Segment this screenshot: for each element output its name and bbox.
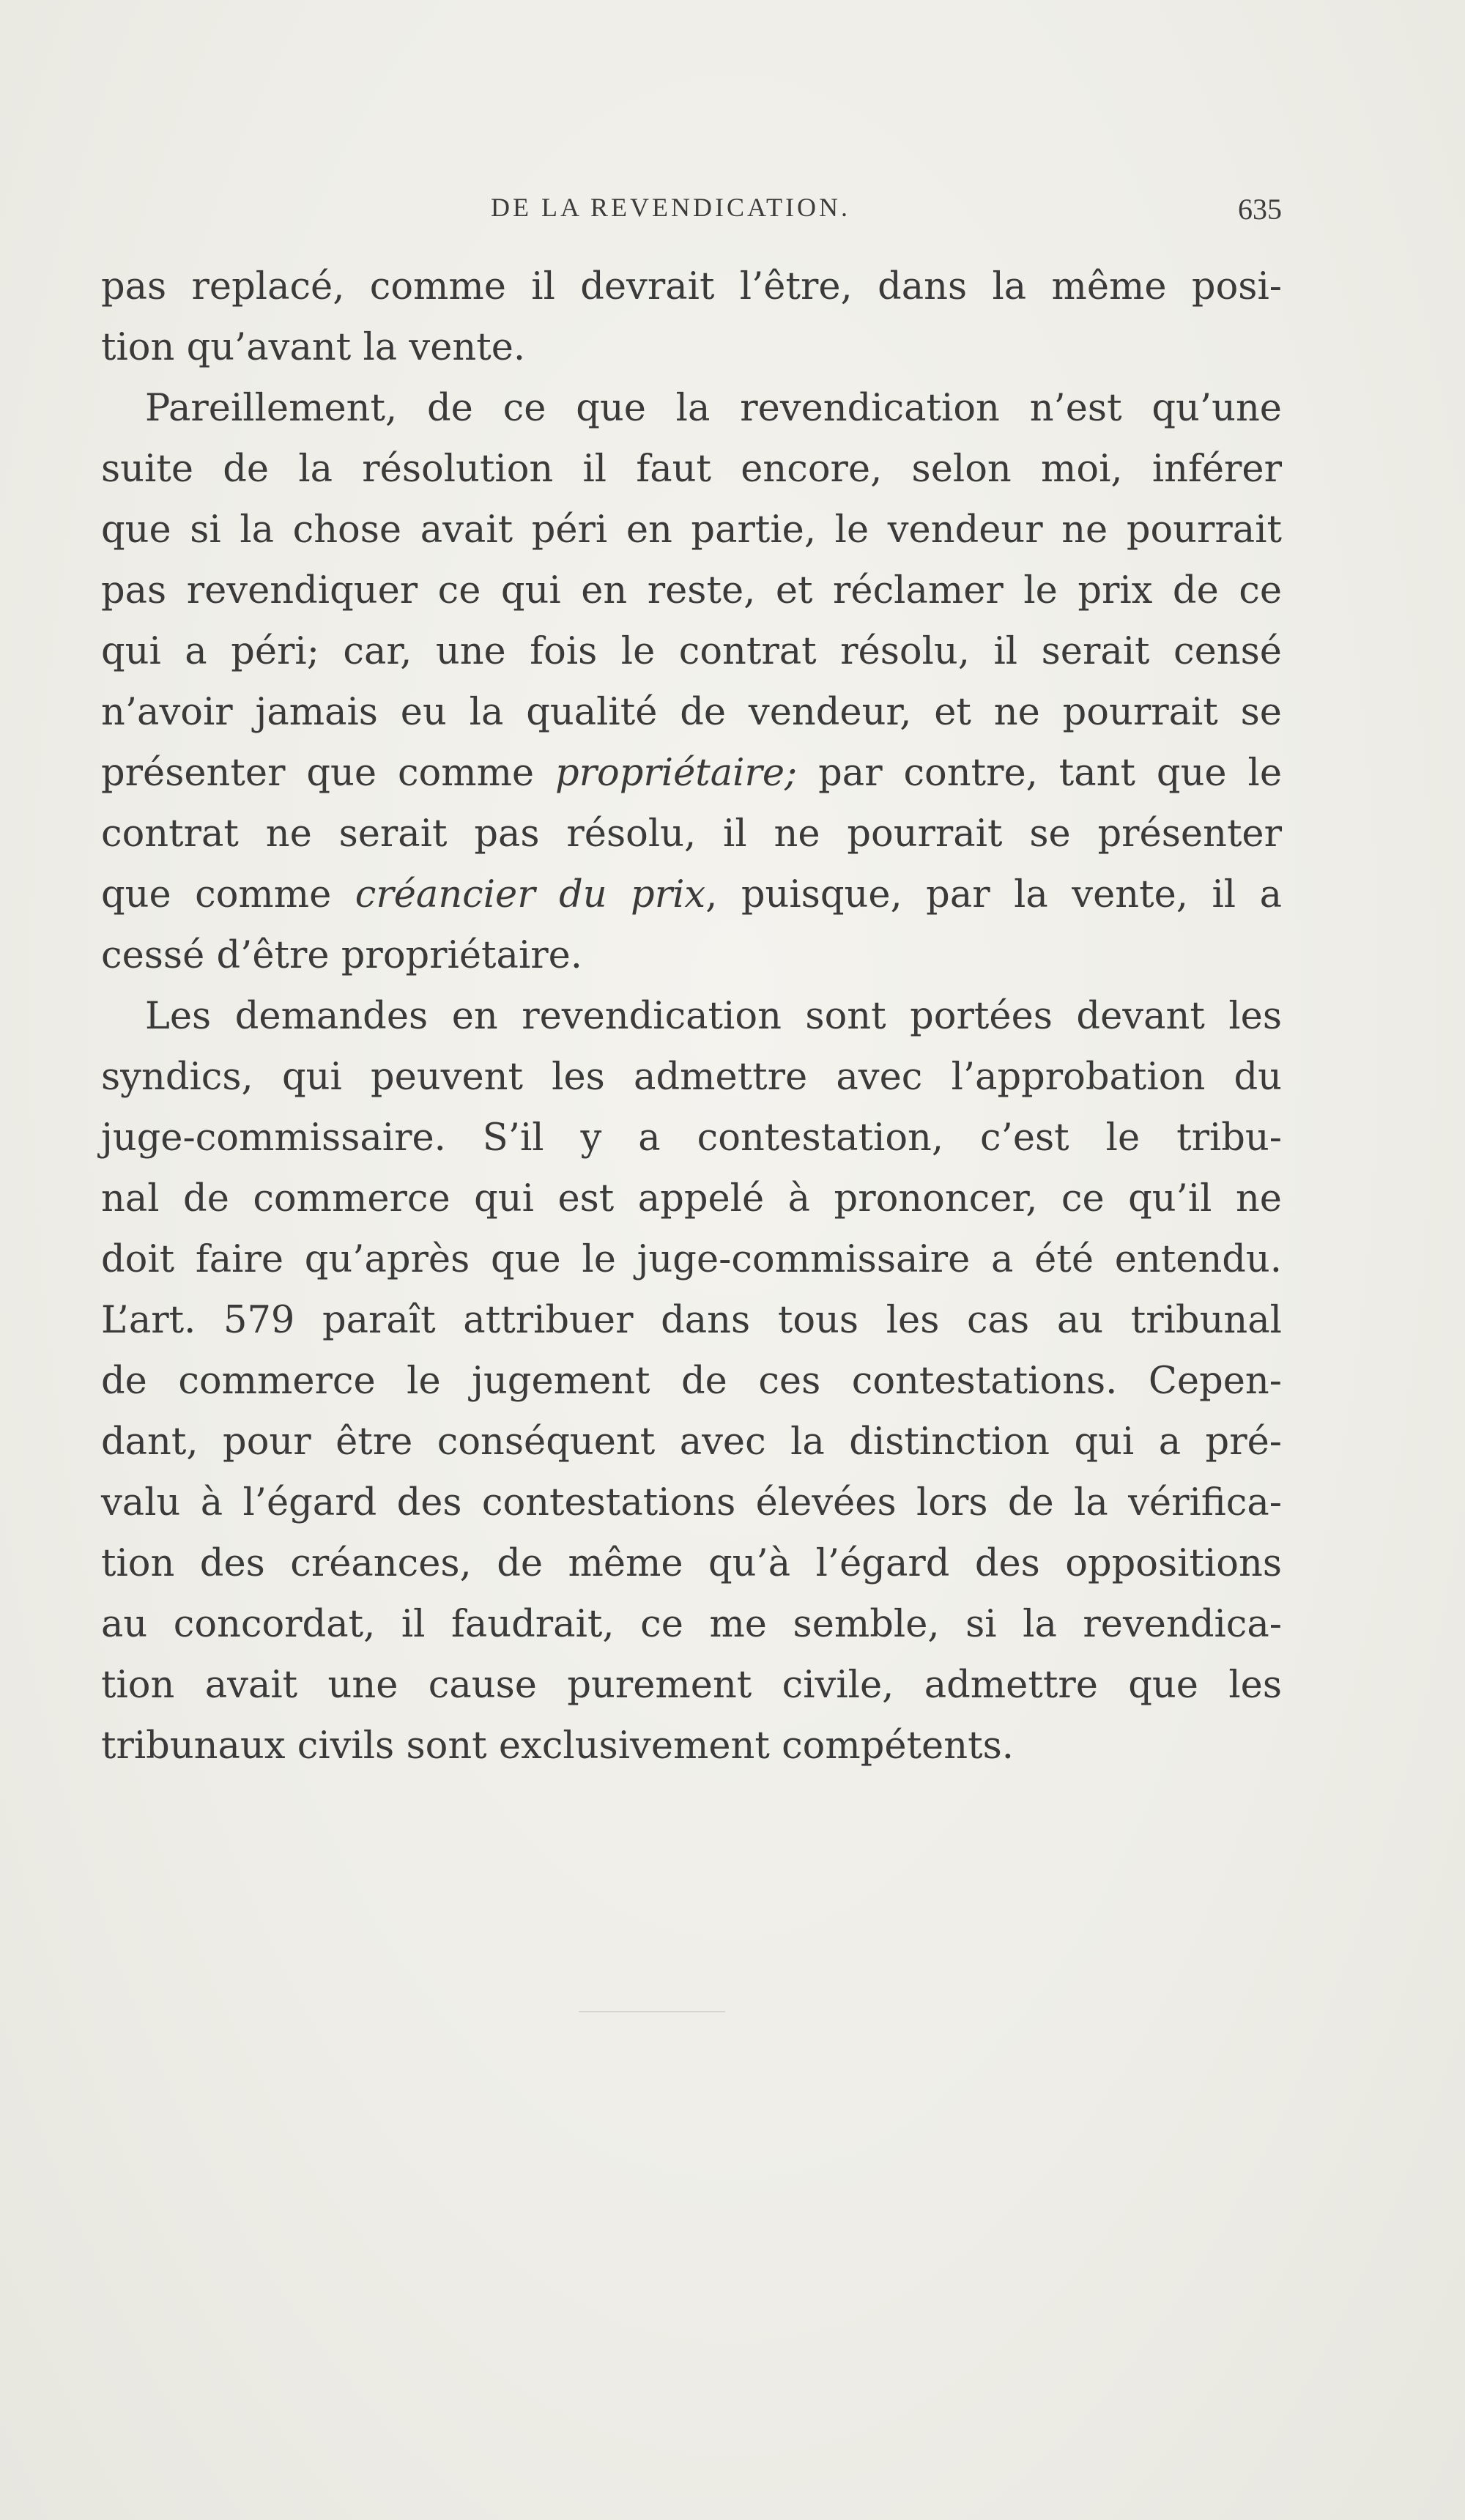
text-line: que si la chose avait péri en partie, le vendeur ne pourrait: [101, 508, 1282, 552]
text-line: syndics, qui peuvent les admettre avec l’approbation du: [101, 1056, 1282, 1099]
text-line: de commerce le jugement de ces contestations. Cepen-: [101, 1360, 1282, 1403]
text-segment: , puisque, par la vente, il a: [705, 873, 1282, 916]
paragraph-start-line: Les demandes en revendication sont portées devant les: [145, 995, 1282, 1038]
body-text: [101, 256, 1282, 1776]
text-line: tion avait une cause purement civile, admettre que les: [101, 1664, 1282, 1707]
text-line: [101, 864, 1282, 925]
text-segment: par contre, tant que le: [797, 752, 1282, 795]
text-line: [101, 743, 1282, 804]
running-head: [103, 192, 1282, 229]
text-line: n’avoir jamais eu la qualité de vendeur, et ne pourrait se: [101, 691, 1282, 734]
text-line: pas revendiquer ce qui en reste, et réclamer le prix de ce: [101, 569, 1282, 612]
italic-term: propriétaire;: [555, 752, 798, 795]
text-segment: présenter que comme: [101, 752, 556, 795]
text-line: cessé d’être propriétaire.: [101, 934, 583, 977]
text-segment: que comme: [101, 873, 355, 916]
text-line: tion qu’avant la vente.: [101, 326, 526, 369]
decorative-rule: [579, 2011, 725, 2012]
italic-term: créancier du prix: [355, 873, 706, 916]
text-line: dant, pour être conséquent avec la distinction qui a pré-: [101, 1420, 1282, 1464]
page-number: 635: [1238, 193, 1282, 226]
running-title: DE LA REVENDICATION.: [491, 193, 850, 222]
text-line: tion des créances, de même qu’à l’égard des oppositions: [101, 1542, 1282, 1585]
text-line: au concordat, il faudrait, ce me semble, si la revendica-: [101, 1603, 1282, 1646]
text-line: suite de la résolution il faut encore, selon moi, inférer: [101, 448, 1282, 491]
text-line: doit faire qu’après que le juge-commissaire a été entendu.: [101, 1238, 1282, 1281]
paragraph-start-line: Pareillement, de ce que la revendication n’est qu’une: [145, 387, 1282, 430]
text-line: nal de commerce qui est appelé à prononcer, ce qu’il ne: [101, 1177, 1282, 1220]
text-line: contrat ne serait pas résolu, il ne pourrait se présenter: [101, 812, 1282, 856]
text-line: juge-commissaire. S’il y a contestation, c’est le tribu-: [101, 1116, 1282, 1160]
text-line: qui a péri; car, une fois le contrat résolu, il serait censé: [101, 630, 1282, 673]
text-line: tribunaux civils sont exclusivement compétents.: [101, 1724, 1014, 1768]
text-line: L’art. 579 paraît attribuer dans tous les cas au tribunal: [101, 1299, 1282, 1342]
text-line: pas replacé, comme il devrait l’être, dans la même posi-: [101, 265, 1282, 308]
text-line: valu à l’égard des contestations élevées lors de la vérifica-: [101, 1481, 1282, 1524]
